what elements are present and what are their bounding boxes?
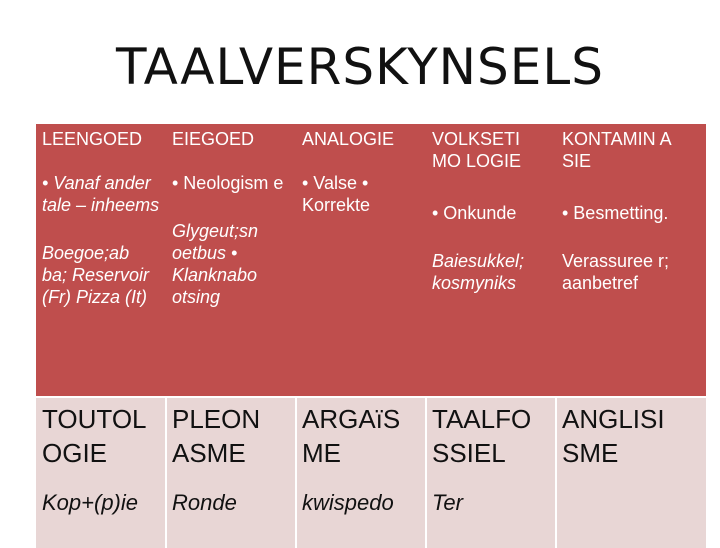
examples-kontaminasie: Verassuree r; aanbetref xyxy=(562,251,670,293)
definition-analogie: • Valse • Korrekte xyxy=(302,173,371,215)
header-kontaminasie: KONTAMIN A SIE xyxy=(562,129,671,171)
column-divider xyxy=(425,398,427,548)
definition-leengoed: • Vanaf ander tale – inheems xyxy=(42,173,160,215)
cell-analogie xyxy=(296,124,426,396)
examples-leengoed: Boegoe;ab ba; Reservoir (Fr) Pizza (It) xyxy=(42,243,150,307)
header-argaisme: ARGAïS ME xyxy=(302,404,401,468)
cell-leengoed xyxy=(36,124,166,396)
header-anglisisme: ANGLISI SME xyxy=(562,404,665,468)
cell-anglisisme xyxy=(556,398,706,548)
definition-kontaminasie: • Besmetting. xyxy=(562,203,669,223)
row-divider xyxy=(36,396,706,398)
definition-eiegoed: • Neologism e xyxy=(172,173,284,193)
column-divider xyxy=(295,398,297,548)
cell-argaisme xyxy=(296,398,426,548)
example-pleonasme: Ronde xyxy=(172,490,237,515)
header-leengoed: LEENGOED xyxy=(42,129,143,149)
examples-volksetimologie: Baiesukkel; kosmyniks xyxy=(432,251,525,293)
header-pleonasme: PLEON ASME xyxy=(172,404,261,468)
column-divider xyxy=(165,398,167,548)
cell-kontaminasie xyxy=(556,124,706,396)
column-divider xyxy=(555,398,557,548)
example-toutologie: Kop+(p)ie xyxy=(42,490,139,515)
cell-eiegoed xyxy=(166,124,296,396)
cell-toutologie xyxy=(36,398,166,548)
slide-title: TAALVERSKYNSELS xyxy=(116,38,604,96)
examples-eiegoed: Glygeut;sn oetbus • Klanknabo otsing xyxy=(172,221,259,307)
header-toutologie: TOUTOL OGIE xyxy=(42,404,146,468)
header-taalfossiel: TAALFO SSIEL xyxy=(432,404,532,468)
example-argaisme: kwispedo xyxy=(302,490,394,515)
header-analogie: ANALOGIE xyxy=(302,129,395,149)
header-volksetimologie: VOLKSETI MO LOGIE xyxy=(432,129,522,171)
header-eiegoed: EIEGOED xyxy=(172,129,255,149)
definition-volksetimologie: • Onkunde xyxy=(432,203,517,223)
cell-taalfossiel xyxy=(426,398,556,548)
example-taalfossiel: Ter xyxy=(432,490,463,515)
cell-pleonasme xyxy=(166,398,296,548)
cell-volksetimologie xyxy=(426,124,556,396)
